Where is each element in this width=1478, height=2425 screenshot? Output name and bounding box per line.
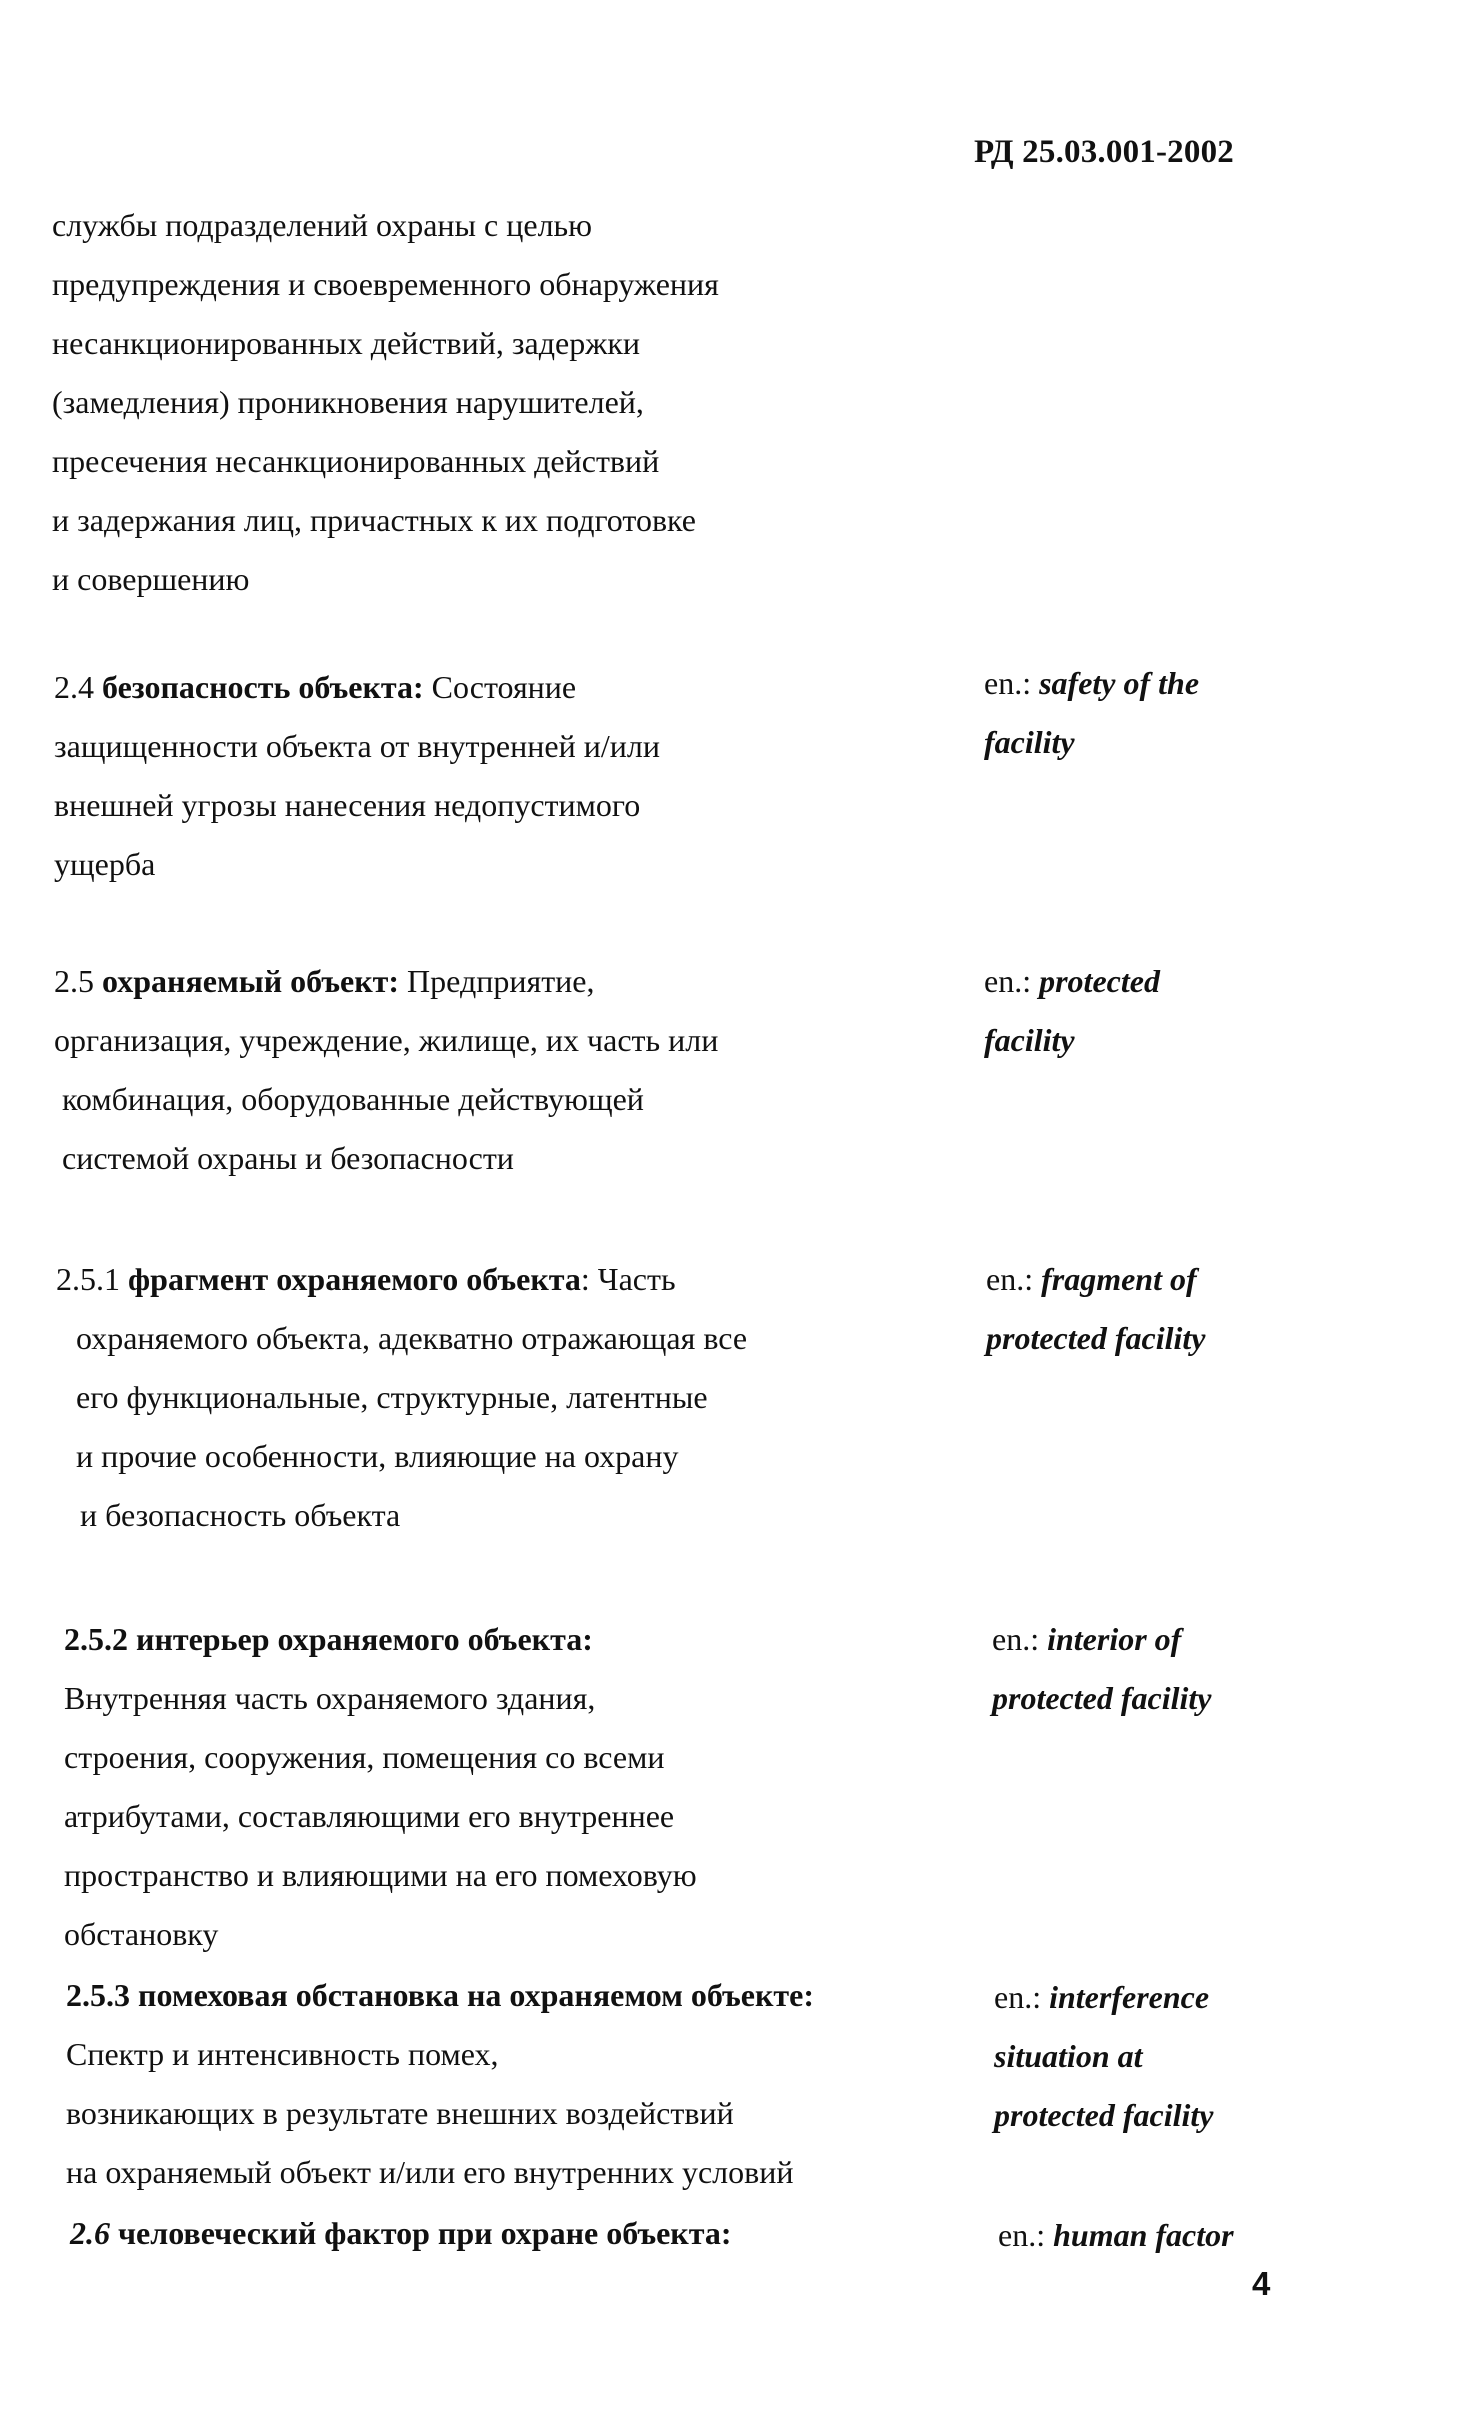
- term-name: человеческий фактор при охране объекта:: [118, 2215, 732, 2251]
- english-prefix: en.:: [986, 1261, 1034, 1297]
- english-line: [984, 654, 1199, 713]
- term-first-line: [54, 952, 718, 1011]
- term-2-5-2-english: [992, 1610, 1211, 1728]
- english-line: [998, 2206, 1234, 2265]
- term-2-5-1-definition: [56, 1250, 747, 1545]
- english-line: [984, 713, 1199, 772]
- english-prefix: en.:: [994, 1979, 1042, 2015]
- term-number: 2.5: [54, 963, 94, 999]
- term-line: и прочие особенности, влияющие на охрану: [76, 1438, 679, 1474]
- english-line: [992, 1669, 1211, 1728]
- english-term: interference: [1049, 1979, 1210, 2015]
- term-line: Внутренняя часть охраняемого здания,: [64, 1680, 596, 1716]
- term-line: возникающих в результате внешних воздействий: [66, 2095, 734, 2131]
- intro-line: (замедления) проникновения нарушителей,: [52, 384, 644, 420]
- term-line: на охраняемый объект и/или его внутренних условий: [66, 2154, 794, 2190]
- term-2-5-1-english: [986, 1250, 1205, 1368]
- term-2-6-definition: [70, 2204, 732, 2263]
- english-line: [984, 952, 1160, 1011]
- term-line: обстановку: [64, 1916, 219, 1952]
- english-term: safety of the: [1039, 665, 1200, 701]
- term-2-4-definition: [54, 658, 660, 894]
- english-line: [986, 1309, 1205, 1368]
- english-term: fragment of: [1041, 1261, 1197, 1297]
- term-line: и безопасность объекта: [80, 1497, 401, 1533]
- intro-paragraph: [52, 196, 719, 609]
- term-first-line: [66, 1966, 814, 2025]
- term-number: 2.5.2: [64, 1621, 128, 1657]
- english-prefix: en.:: [984, 665, 1032, 701]
- term-line: пространство и влияющими на его помеховую: [64, 1857, 697, 1893]
- english-prefix: en.:: [998, 2217, 1046, 2253]
- page-number: 4: [1252, 2265, 1271, 2302]
- english-term: interior of: [1047, 1621, 1182, 1657]
- term-line: системой охраны и безопасности: [62, 1140, 514, 1176]
- term-name: интерьер охраняемого объекта:: [136, 1621, 593, 1657]
- term-line: ущерба: [54, 846, 156, 882]
- term-2-5-3-definition: [66, 1966, 814, 2202]
- term-first-line: [54, 658, 660, 717]
- term-first-line: [70, 2204, 732, 2263]
- term-first-line: [64, 1610, 697, 1669]
- intro-line: и задержания лиц, причастных к их подготовке: [52, 502, 696, 538]
- term-line: внешней угрозы нанесения недопустимого: [54, 787, 641, 823]
- term-line: атрибутами, составляющими его внутреннее: [64, 1798, 675, 1834]
- term-line: строения, сооружения, помещения со всеми: [64, 1739, 665, 1775]
- english-term: situation at: [994, 2038, 1143, 2074]
- term-2-5-3-english: [994, 1968, 1213, 2145]
- english-term: facility: [984, 1022, 1075, 1058]
- english-term: protected facility: [986, 1320, 1206, 1356]
- english-line: [992, 1610, 1211, 1669]
- term-text: Состояние: [431, 669, 577, 705]
- term-text: : Часть: [580, 1261, 676, 1297]
- document-header-code: РД 25.03.001-2002: [974, 134, 1234, 170]
- term-line: его функциональные, структурные, латентные: [76, 1379, 708, 1415]
- term-number: 2.5.1: [56, 1261, 120, 1297]
- term-name: помеховая обстановка на охраняемом объекте:: [138, 1977, 814, 2013]
- english-prefix: en.:: [984, 963, 1032, 999]
- english-term: protected facility: [994, 2097, 1214, 2133]
- term-number: 2.6: [70, 2215, 110, 2251]
- term-2-5-english: [984, 952, 1160, 1070]
- english-term: facility: [984, 724, 1075, 760]
- english-term: human factor: [1053, 2217, 1234, 2253]
- intro-line: службы подразделений охраны с целью: [52, 207, 593, 243]
- intro-line: и совершению: [52, 561, 250, 597]
- term-line: охраняемого объекта, адекватно отражающая все: [76, 1320, 748, 1356]
- term-line: организация, учреждение, жилище, их часть или: [54, 1022, 719, 1058]
- term-number: 2.4: [54, 669, 94, 705]
- term-name: фрагмент охраняемого объекта: [128, 1261, 581, 1297]
- term-name: безопасность объекта:: [102, 669, 424, 705]
- term-first-line: [56, 1250, 747, 1309]
- english-line: [994, 1968, 1213, 2027]
- term-2-4-english: [984, 654, 1199, 772]
- term-line: защищенности объекта от внутренней и/или: [54, 728, 660, 764]
- intro-line: предупреждения и своевременного обнаружения: [52, 266, 719, 302]
- term-2-6-english: [998, 2206, 1234, 2265]
- english-term: protected: [1039, 963, 1160, 999]
- term-name: охраняемый объект:: [102, 963, 400, 999]
- intro-line: пресечения несанкционированных действий: [52, 443, 660, 479]
- term-2-5-2-definition: [64, 1610, 697, 1964]
- english-prefix: en.:: [992, 1621, 1040, 1657]
- english-term: protected facility: [992, 1680, 1212, 1716]
- term-text: Предприятие,: [407, 963, 595, 999]
- term-line: комбинация, оборудованные действующей: [62, 1081, 644, 1117]
- english-line: [994, 2086, 1213, 2145]
- term-2-5-definition: [54, 952, 718, 1188]
- term-number: 2.5.3: [66, 1977, 130, 2013]
- english-line: [986, 1250, 1205, 1309]
- english-line: [994, 2027, 1213, 2086]
- term-line: Спектр и интенсивность помех,: [66, 2036, 499, 2072]
- intro-line: несанкционированных действий, задержки: [52, 325, 640, 361]
- english-line: [984, 1011, 1160, 1070]
